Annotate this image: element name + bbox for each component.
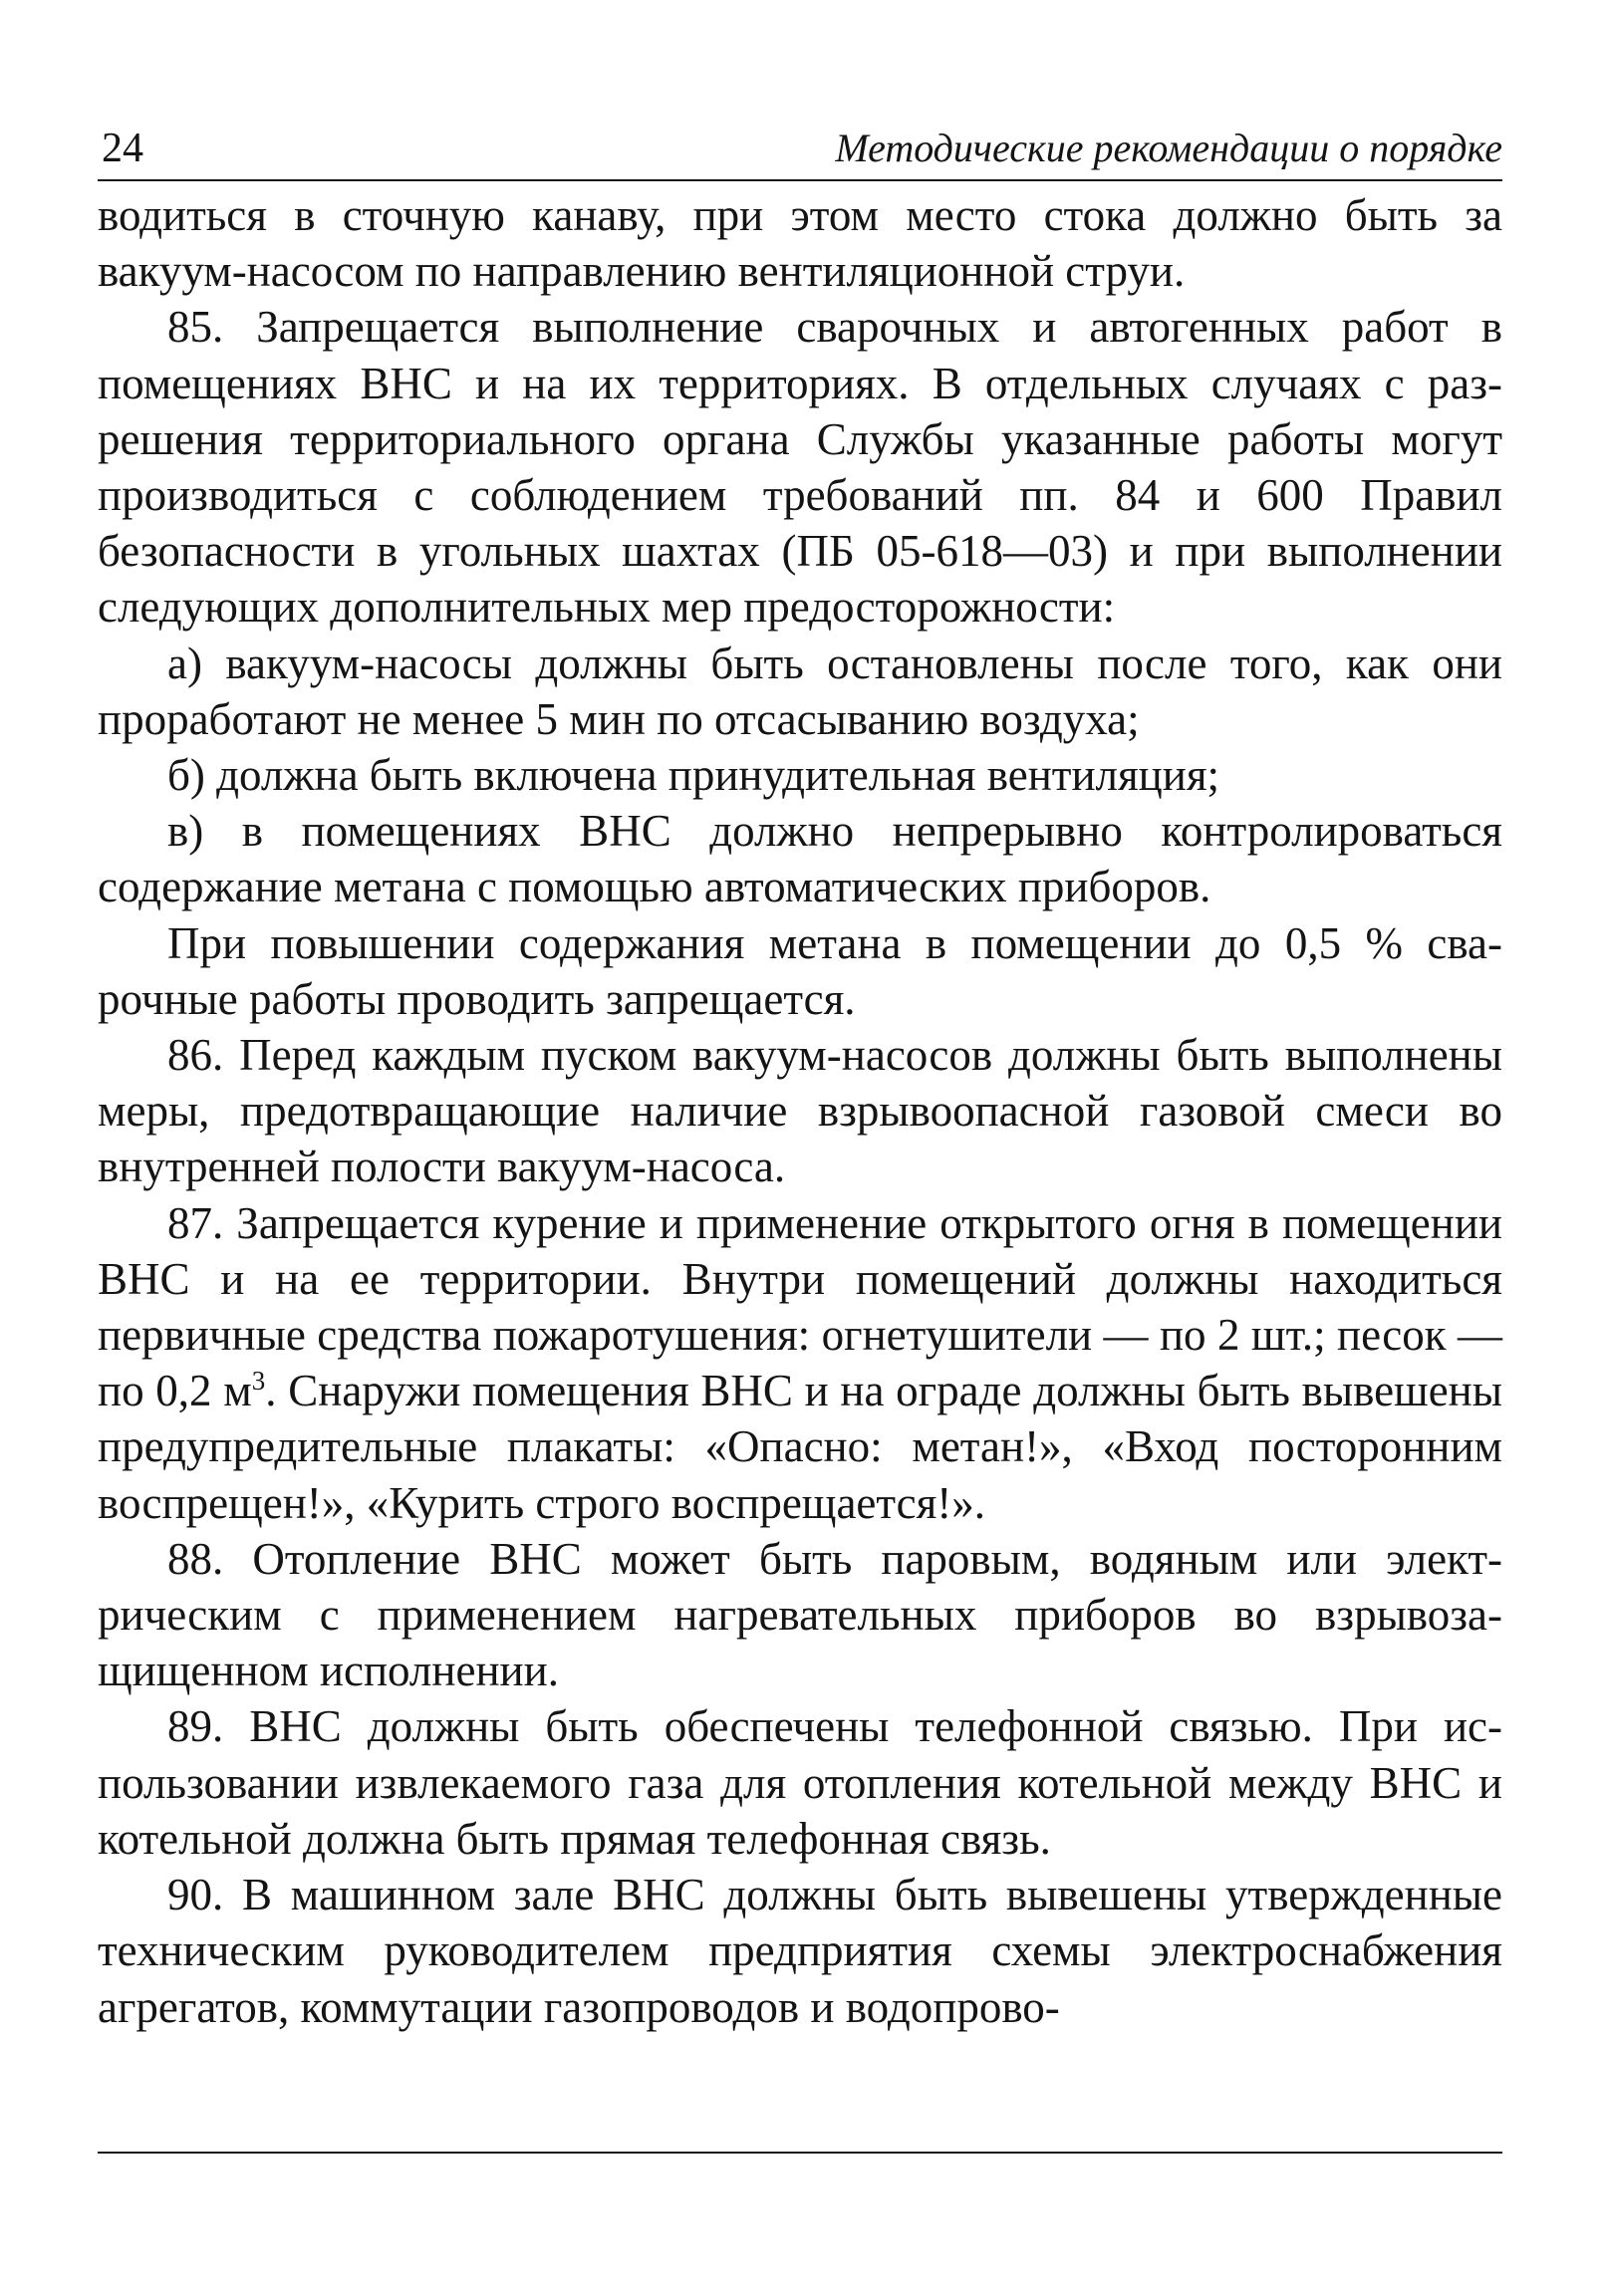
running-header: [98, 118, 1502, 181]
paragraph-methane-note: При повышении содержания метана в помещении до 0,5 % сварочные работы проводить запрещается.: [98, 917, 1502, 1024]
paragraph-88: 88. Отопление ВНС может быть паровым, водяным или электрическим с применением нагревательных приборов во взрывозащищенном исполнении.: [98, 1533, 1502, 1696]
paragraph-87-part-1: 87. Запрещается курение и применение открытого огня в помещении ВНС и на ее территории. Внутри помещений должны находиться первичные средства пожаротушения: огнетушители — по 2 шт.; песок — по 0,2 м: [98, 1197, 1502, 1416]
cubic-superscript: 3: [251, 1366, 266, 1397]
running-header-title: Методические рекомендации о порядке: [835, 126, 1502, 170]
paragraph-87-part-2: . Снаружи помещения ВНС и на ограде должны быть вывешены предупредительные плакаты: «Опасно: метан!», «Вход посторонним воспрещен!», «Курить строго воспрещается!».: [98, 1366, 1502, 1528]
footer-rule: [98, 2152, 1502, 2154]
paragraph-86: 86. Перед каждым пуском вакуум-насосов должны быть выполнены меры, предотвращающие наличие взрывоопасной газовой смеси во внутренней полости вакуум-насоса.: [98, 1030, 1502, 1192]
list-item-a: а) вакуум-насосы должны быть остановлены после того, как они проработают не менее 5 мин по отсасыванию воздуха;: [98, 638, 1502, 744]
paragraph-89: 89. ВНС должны быть обеспечены телефонной связью. При использовании извлекаемого газа для отопления котельной между ВНС и котельной должна быть прямая телефонная связь.: [98, 1701, 1502, 1864]
list-item-b: б) должна быть включена принудительная вентиляция;: [167, 750, 1220, 801]
paragraph-87: [98, 1195, 1502, 1531]
list-item-c: в) в помещениях ВНС должно непрерывно контролироваться содержание метана с помощью автоматических приборов.: [98, 806, 1502, 912]
paragraph-continued: водиться в сточную канаву, при этом место стока должно быть за вакуум-насосом по направлению вентиляционной струи.: [98, 190, 1502, 297]
page-number: 24: [102, 126, 143, 171]
paragraph-90: 90. В машинном зале ВНС должны быть вывешены утвержденные техническим руководителем предприятия схемы электроснабжения агрегатов, коммутации газопроводов и водопрово-: [98, 1870, 1502, 2032]
book-page: [98, 118, 1502, 2035]
paragraph-85: 85. Запрещается выполнение сварочных и автогенных работ в помещениях ВНС и на их территориях. В отдельных случаях с разрешения территориального органа Службы указанные работы могут производиться с соблюдением требований пп. 84 и 600 Правил безопасности в угольных шахтах (ПБ 05-618—03) и при выполнении следующих дополнительных мер предосторожности:: [98, 302, 1502, 633]
body-text: [98, 187, 1502, 2035]
